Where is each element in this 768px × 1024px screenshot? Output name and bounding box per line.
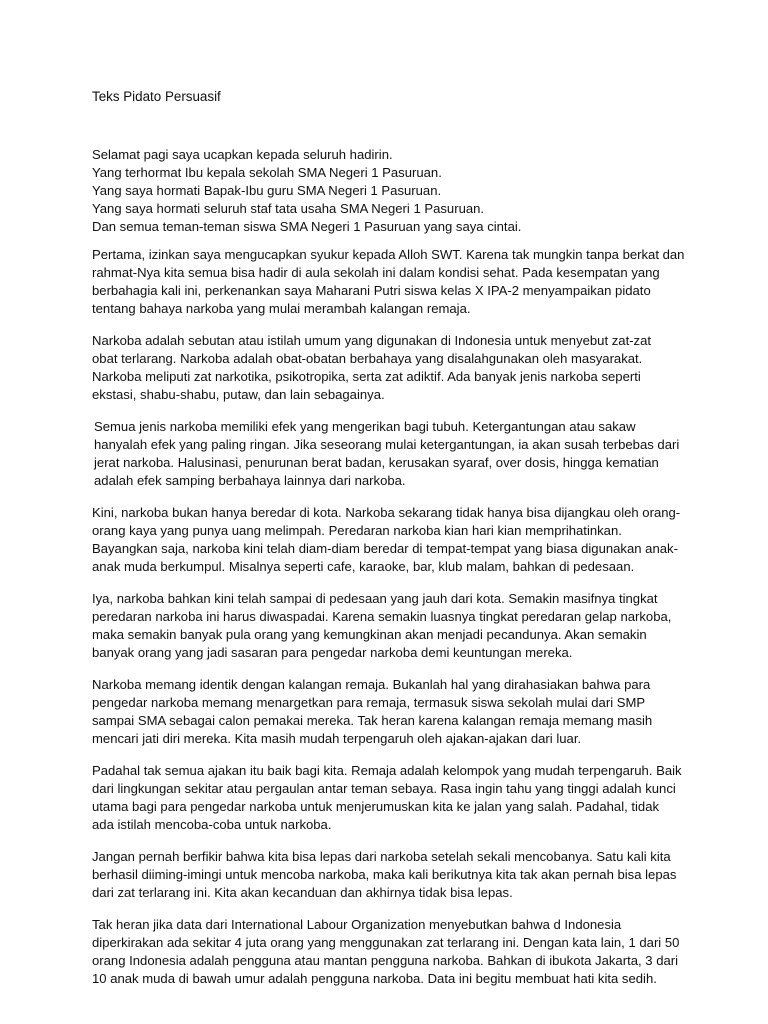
greeting-line: Selamat pagi saya ucapkan kepada seluruh hadirin. (92, 147, 393, 162)
paragraph-line: hanyalah efek yang paling ringan. Jika seseorang mulai ketergantungan, ia akan susah terbebas dari (94, 437, 680, 452)
paragraph-line: dari zat terlarang ini. Kita akan kecanduan dan akhirnya tidak bisa lepas. (92, 885, 513, 900)
paragraph-line: Jangan pernah berfikir bahwa kita bisa lepas dari narkoba setelah sekali mencobanya. Satu kali kita (92, 849, 671, 864)
paragraph-line: 10 anak muda di bawah umur adalah pengguna narkoba. Data ini begitu membuat hati kita sedih. (92, 971, 657, 986)
paragraph-line: orang Indonesia adalah pengguna atau mantan pengguna narkoba. Bahkan di ibukota Jakarta, 3 dari (92, 953, 679, 968)
paragraph-line: rahmat-Nya kita semua bisa hadir di aula sekolah ini dalam kondisi sehat. Pada kesempatan yang (92, 265, 660, 280)
paragraph-line: Narkoba meliputi zat narkotika, psikotropika, serta zat adiktif. Ada banyak jenis narkoba seperti (92, 369, 641, 384)
document-title: Teks Pidato Persuasif (92, 89, 221, 104)
paragraph-line: mencari jati diri mereka. Kita masih mudah terpengaruh oleh ajakan-ajakan dari luar. (92, 731, 582, 746)
paragraph-line: Narkoba memang identik dengan kalangan remaja. Bukanlah hal yang dirahasiakan bahwa para (92, 677, 651, 692)
paragraph-line: ekstasi, shabu-shabu, putaw, dan lain sebagainya. (92, 387, 385, 402)
paragraph-line: Pertama, izinkan saya mengucapkan syukur kepada Alloh SWT. Karena tak mungkin tanpa berkat dan (92, 247, 685, 262)
paragraph-line: pengedar narkoba memang menargetkan para remaja, termasuk siswa sekolah mulai dari SMP (92, 695, 646, 710)
paragraph-line: Semua jenis narkoba memiliki efek yang mengerikan bagi tubuh. Ketergantungan atau sakaw (94, 419, 636, 434)
paragraph-line: Tak heran jika data dari International Labour Organization menyebutkan bahwa d Indonesia (92, 917, 622, 932)
paragraph-line: banyak orang yang jadi sasaran para pengedar narkoba demi keuntungan mereka. (92, 645, 573, 660)
paragraph-line: maka semakin banyak pula orang yang kemungkinan akan menjadi pecandunya. Akan semakin (92, 627, 647, 642)
paragraph-line: peredaran narkoba ini harus diwaspadai. Karena semakin luasnya tingkat peredaran gelap narkoba, (92, 609, 672, 624)
paragraph-line: Iya, narkoba bahkan kini telah sampai di pedesaan yang jauh dari kota. Semakin masifnya tingkat (92, 591, 658, 606)
paragraph-8 (92, 848, 678, 902)
paragraph-line: Narkoba adalah sebutan atau istilah umum yang digunakan di Indonesia untuk menyebut zat-zat (92, 333, 652, 348)
paragraph-line: obat terlarang. Narkoba adalah obat-obatan berbahaya yang disalahgunakan oleh masyarakat. (92, 351, 643, 366)
paragraph-3 (92, 418, 678, 490)
paragraph-line: diperkirakan ada sekitar 4 juta orang yang menggunakan zat terlarang ini. Dengan kata lain, 1 dari 50 (92, 935, 680, 950)
paragraph-line: ada istilah mencoba-coba untuk narkoba. (92, 817, 332, 832)
paragraph-line: berhasil diiming-imingi untuk mencoba narkoba, maka kali berikutnya kita tak akan pernah bisa lepas (92, 867, 677, 882)
greeting-line: Yang terhormat Ibu kepala sekolah SMA Negeri 1 Pasuruan. (92, 165, 442, 180)
paragraph-line: Bayangkan saja, narkoba kini telah diam-diam beredar di tempat-tempat yang biasa digunakan anak- (92, 541, 678, 556)
greetings-block (92, 146, 678, 236)
paragraph-line: berbahagia kali ini, perkenankan saya Maharani Putri siswa kelas X IPA-2 menyampaikan pidato (92, 283, 651, 298)
paragraph-4 (92, 504, 681, 576)
paragraph-line: Padahal tak semua ajakan itu baik bagi kita. Remaja adalah kelompok yang mudah terpengaruh. Baik (92, 763, 682, 778)
paragraph-line: tentang bahaya narkoba yang mulai merambah kalangan remaja. (92, 301, 471, 316)
greeting-line: Yang saya hormati Bapak-Ibu guru SMA Negeri 1 Pasuruan. (92, 183, 442, 198)
paragraph-5 (92, 590, 678, 662)
paragraph-1 (92, 246, 685, 318)
greeting-line: Dan semua teman-teman siswa SMA Negeri 1 Pasuruan yang saya cintai. (92, 219, 522, 234)
paragraph-line: adalah efek samping berbahaya lainnya dari narkoba. (94, 473, 406, 488)
paragraph-line: jerat narkoba. Halusinasi, penurunan berat badan, kerusakan syaraf, over dosis, hingga kematian (94, 455, 659, 470)
paragraph-line: sampai SMA sebagai calon pemakai mereka. Tak heran karena kalangan remaja memang masih (92, 713, 653, 728)
paragraph-line: orang kaya yang punya uang melimpah. Peredaran narkoba kian hari kian memprihatinkan. (92, 523, 622, 538)
paragraph-6 (92, 676, 678, 748)
paragraph-line: dari lingkungan sekitar atau pergaulan antar teman sebaya. Rasa ingin tahu yang tinggi adalah kunci (92, 781, 676, 796)
paragraph-7 (92, 762, 682, 834)
paragraph-2 (92, 332, 678, 404)
greeting-line: Yang saya hormati seluruh staf tata usaha SMA Negeri 1 Pasuruan. (92, 201, 485, 216)
paragraph-9 (92, 916, 678, 988)
paragraph-line: utama bagi para pengedar narkoba untuk menjerumuskan kita ke jalan yang salah. Padahal, tidak (92, 799, 660, 814)
paragraph-line: anak muda berkumpul. Misalnya seperti cafe, karaoke, bar, klub malam, bahkan di pedesaan. (92, 559, 635, 574)
paragraph-line: Kini, narkoba bukan hanya beredar di kota. Narkoba sekarang tidak hanya bisa dijangkau oleh orang- (92, 505, 681, 520)
